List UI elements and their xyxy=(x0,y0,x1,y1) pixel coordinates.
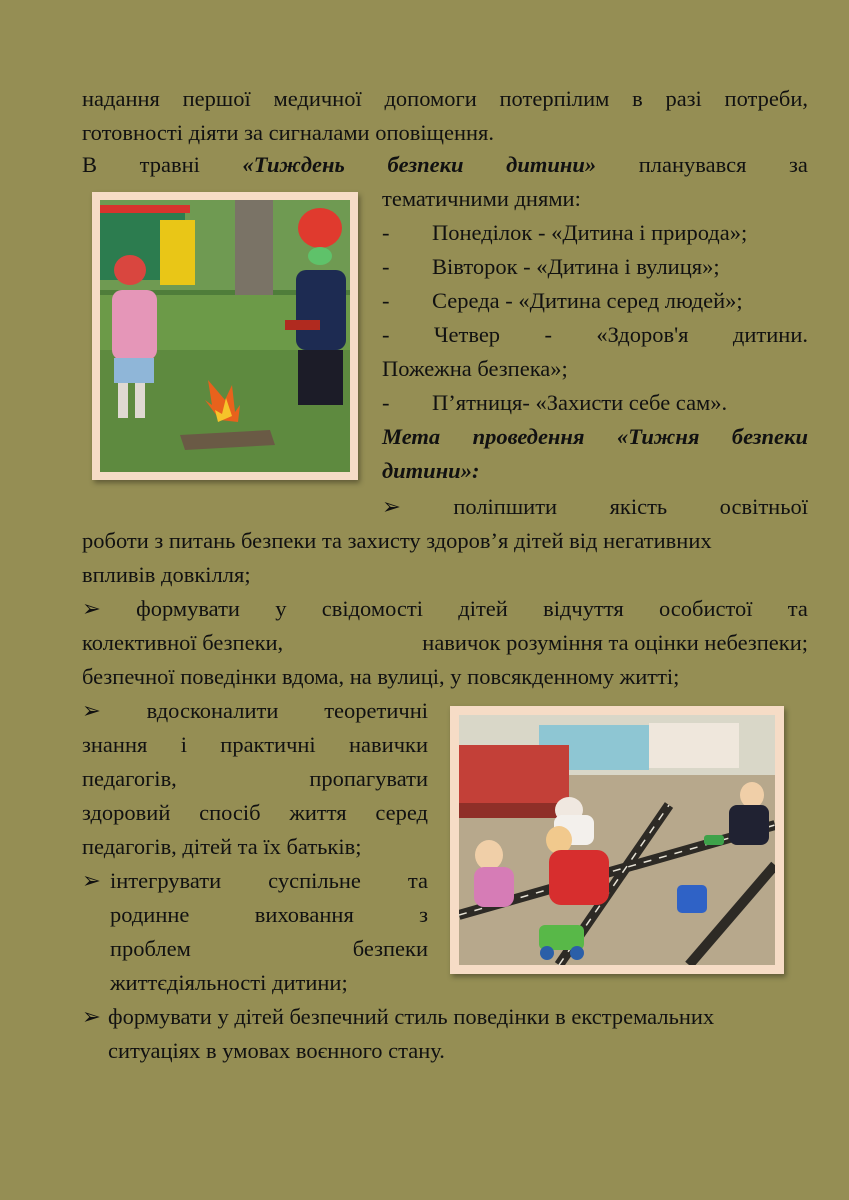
word: проведення xyxy=(472,424,585,449)
word: планувався xyxy=(638,152,747,177)
bullet-2-line-2 xyxy=(82,626,808,660)
dash: - xyxy=(382,288,390,313)
bullet-4-line-4: життєдіяльності дитини; xyxy=(110,970,348,995)
word: життя xyxy=(289,800,347,825)
arrow-bullet-icon: ➢ xyxy=(82,698,101,723)
word: та xyxy=(407,868,428,893)
word: відчуття xyxy=(543,596,624,621)
word: педагогів, xyxy=(82,766,177,791)
bullet-3 xyxy=(82,694,428,728)
word: особистої xyxy=(658,596,753,621)
word: «Здоров'я xyxy=(596,322,689,347)
word: вдосконалити xyxy=(146,698,279,723)
arrow-bullet-icon: ➢ xyxy=(382,494,401,519)
word: за xyxy=(789,152,808,177)
day-friday xyxy=(382,386,727,420)
bullet-2 xyxy=(82,592,808,626)
day-label: П’ятниця- «Захисти себе сам». xyxy=(432,390,728,415)
bullet-3-line-3 xyxy=(82,762,428,796)
bullet-3-line-5: педагогів, дітей та їх батьків; xyxy=(82,834,362,859)
word: потреби, xyxy=(724,86,808,111)
word: формувати xyxy=(136,596,240,621)
word: теоретичні xyxy=(324,698,428,723)
word: свідомості xyxy=(321,596,423,621)
bullet-5-marker: ➢ xyxy=(82,1004,101,1029)
bullet-5-line-2: ситуаціях в умовах воєнного стану. xyxy=(108,1038,445,1063)
word: пропагувати xyxy=(309,766,428,791)
text-span: колективної безпеки, xyxy=(82,630,284,655)
text-span: навичок розуміння та оцінки небезпеки; xyxy=(422,630,808,655)
arrow-bullet-icon: ➢ xyxy=(82,596,101,621)
word: у xyxy=(275,596,287,621)
word: з xyxy=(419,902,428,927)
week-line-2: тематичними днями: xyxy=(382,186,581,211)
day-wednesday xyxy=(382,284,743,318)
bullet-3-line-2 xyxy=(82,728,428,762)
dash: - xyxy=(382,254,390,279)
goal-heading-2: дитини»: xyxy=(382,458,480,483)
intro-line-1 xyxy=(82,82,808,116)
day-thursday xyxy=(382,318,808,352)
bullet-1-line-2: роботи з питань безпеки та захисту здоров’я дітей від негативних xyxy=(82,528,712,553)
dash: - xyxy=(382,390,390,415)
bullet-3-line-4 xyxy=(82,796,428,830)
word: і xyxy=(180,732,187,757)
word: здоровий xyxy=(82,800,171,825)
word: серед xyxy=(375,800,428,825)
bullet-5: формувати у дітей безпечний стиль поведінки в екстремальних xyxy=(108,1004,715,1029)
word: якість xyxy=(609,494,668,519)
week-title-word: «Тиждень xyxy=(242,152,345,177)
goal-heading xyxy=(382,420,808,454)
week-title-word: безпеки xyxy=(387,152,464,177)
day-monday xyxy=(382,216,747,250)
word: - xyxy=(544,322,552,347)
word: родинне xyxy=(110,902,190,927)
word: Четвер xyxy=(433,322,501,347)
word: інтегрувати xyxy=(110,868,222,893)
dash: - xyxy=(382,220,390,245)
week-line-1 xyxy=(82,148,808,182)
bullet-4-line-2 xyxy=(110,898,428,932)
day-tuesday xyxy=(382,250,720,284)
word: потерпілим xyxy=(499,86,610,111)
word: дітей xyxy=(458,596,508,621)
word: медичної xyxy=(273,86,362,111)
bullet-4 xyxy=(110,864,428,898)
word: Мета xyxy=(382,424,441,449)
week-title-word: дитини» xyxy=(506,152,597,177)
word: спосіб xyxy=(199,800,261,825)
intro-line-2: готовності діяти за сигналами оповіщення. xyxy=(82,120,495,145)
dash: - xyxy=(382,322,390,347)
word: навички xyxy=(349,732,428,757)
word: надання xyxy=(82,86,160,111)
photo-fire-safety xyxy=(92,192,358,480)
word: проблем xyxy=(110,936,191,961)
word: «Тижня xyxy=(616,424,700,449)
road-play-illustration xyxy=(459,715,775,965)
word: безпеки xyxy=(731,424,808,449)
word: разі xyxy=(665,86,702,111)
word: В xyxy=(82,152,98,177)
day-thursday-2: Пожежна безпека»; xyxy=(382,356,568,381)
word: поліпшити xyxy=(453,494,558,519)
word: першої xyxy=(182,86,251,111)
word: безпеки xyxy=(352,936,428,961)
word: виховання xyxy=(254,902,354,927)
word: знання xyxy=(82,732,148,757)
word: суспільне xyxy=(268,868,361,893)
word: травні xyxy=(139,152,200,177)
word: в xyxy=(632,86,643,111)
word: освітньої xyxy=(719,494,808,519)
word: практичні xyxy=(220,732,316,757)
day-label: Середа - «Дитина серед людей»; xyxy=(432,288,743,313)
fire-safety-illustration xyxy=(100,200,350,472)
photo-road-play xyxy=(450,706,784,974)
bullet-4-marker: ➢ xyxy=(82,868,101,893)
word: допомоги xyxy=(384,86,477,111)
bullet-4-line-3 xyxy=(110,932,428,966)
day-label: Понеділок - «Дитина і природа»; xyxy=(432,220,748,245)
bullet-1 xyxy=(382,490,808,524)
bullet-2-line-3: безпечної поведінки вдома, на вулиці, у повсякденному житті; xyxy=(82,664,680,689)
word: та xyxy=(787,596,808,621)
bullet-1-line-3: впливів довкілля; xyxy=(82,562,251,587)
word: дитини. xyxy=(732,322,808,347)
day-label: Вівторок - «Дитина і вулиця»; xyxy=(432,254,720,279)
